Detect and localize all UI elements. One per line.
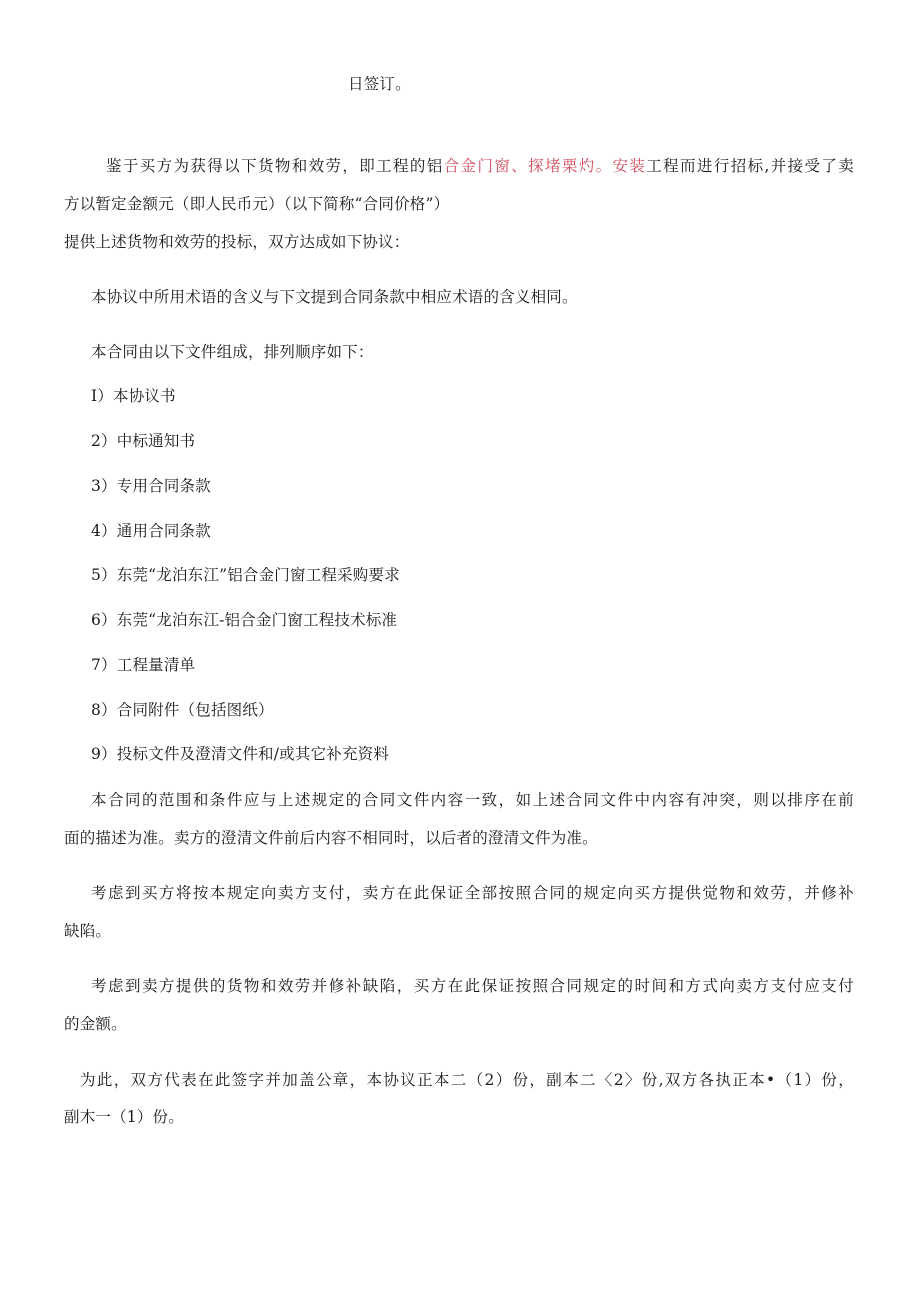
para7-line2: 副木一（1）份。 [64,1108,184,1126]
para6-line2: 的金额。 [64,1015,127,1033]
list-item-6: 6）东莞“龙泊东江-铝合金门窗工程技术标准 [91,611,398,629]
para1-line2: 方以暂定金额元（即人民币元）（以下简称“合同价格”） [64,195,450,213]
para4-line1: 本合同的范围和条件应与上述规定的合同文件内容一致，如上述合同文件中内容有冲突，则以排序在前 [91,791,854,809]
para7-line1: 为此，双方代表在此签字并加盖公章，本协议正本二（2）份，副本二〈2〉份,双方各执正本•（1）份， [80,1071,854,1089]
para6-line1: 考虑到卖方提供的货物和效劳并修补缺陷，买方在此保证按照合同规定的时间和方式向卖方支付应支付 [91,977,854,995]
list-item-9: 9）投标文件及澄清文件和/或其它补充资料 [91,745,390,763]
list-item-8: 8）合同附件（包括图纸） [91,701,274,719]
list-item-3: 3）专用合同条款 [91,477,211,495]
para1-line3: 提供上述货物和效劳的投标，双方达成如下协议： [64,233,410,251]
para2: 本协议中所用术语的含义与下文提到合同条款中相应术语的含义相同。 [91,288,578,306]
para4-line2: 面的描述为准。卖方的澄清文件前后内容不相同时，以后者的澄清文件为准。 [64,829,598,847]
para3: 本合同由以下文件组成，排列顺序如下： [91,343,374,361]
list-item-4: 4）通用合同条款 [91,522,211,540]
para1-line1 [106,156,854,176]
list-item-7: 7）工程量清单 [91,656,196,674]
para1-line1-pre: 鉴于买方为获得以下货物和效劳，即工程的铝 [106,157,444,175]
list-item-2: 2）中标通知书 [91,432,196,450]
para5-line1: 考虑到买方将按本规定向卖方支付，卖方在此保证全部按照合同的规定向买方提供觉物和效劳，并修补 [91,884,854,902]
date-tail: 日签订。 [348,75,411,93]
list-item-5: 5）东莞“龙泊东江”铝合金门窗工程采购要求 [91,566,400,584]
list-item-1: I）本协议书 [91,387,176,405]
para1-line1-red: 合金门窗、探堵栗灼。安装 [443,157,647,175]
para1-line1-post: 工程而进行招标,并接受了卖 [646,157,855,175]
para5-line2: 缺陷。 [64,922,112,940]
